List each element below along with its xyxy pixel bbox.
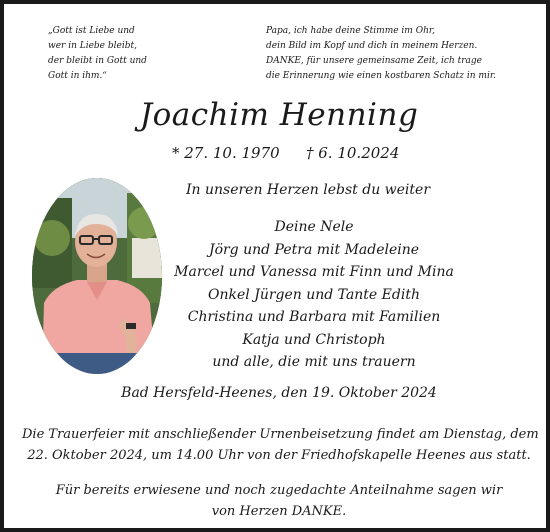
quote-left-line: der bleibt in Gott und xyxy=(48,56,147,66)
service-line: Die Trauerfeier mit anschließender Urnenbeisetzung findet am Dienstag, dem xyxy=(22,427,539,442)
thanks-line: von Herzen DANKE. xyxy=(211,504,347,519)
quote-right-line: DANKE, für unsere gemeinsame Zeit, ich trage xyxy=(266,56,482,66)
funeral-service-notice xyxy=(22,424,539,466)
quote-right-line: die Erinnerung wie einen kostbaren Schatz in mir. xyxy=(266,71,496,81)
place-date: Bad Hersfeld-Heenes, den 19. Oktober 2024 xyxy=(121,385,437,401)
quote-left-line: „Gott ist Liebe und xyxy=(48,26,135,36)
quote-right-line: Papa, ich habe deine Stimme im Ohr, xyxy=(266,26,436,36)
family-member: Christina und Barbara mit Familien xyxy=(187,309,441,325)
quote-right xyxy=(266,24,526,84)
family-member: Jörg und Petra mit Madeleine xyxy=(208,241,420,258)
thanks-line: Für bereits erwiesene und noch zugedachte Anteilnahme sagen wir xyxy=(55,483,503,498)
portrait-photo xyxy=(32,178,162,374)
family-member: Onkel Jürgen und Tante Edith xyxy=(208,286,420,303)
service-line: 22. Oktober 2024, um 14.00 Uhr von der Friedhofskapelle Heenes aus statt. xyxy=(27,448,531,463)
death-date: † 6. 10.2024 xyxy=(306,144,400,162)
family-member: Marcel und Vanessa mit Finn und Mina xyxy=(174,264,454,280)
family-member: Deine Nele xyxy=(274,219,354,235)
family-member: und alle, die mit uns trauern xyxy=(212,354,416,370)
quote-left-line: wer in Liebe bleibt, xyxy=(48,41,137,51)
quote-left xyxy=(48,24,218,84)
birth-date: * 27. 10. 1970 xyxy=(172,144,280,162)
motto: In unseren Herzen lebst du weiter xyxy=(185,182,431,198)
deceased-name: Joachim Henning xyxy=(139,97,419,133)
thanks-note xyxy=(34,480,524,522)
quote-left-line: Gott in ihm.“ xyxy=(48,71,107,81)
family-member: Katja und Christoph xyxy=(242,331,386,348)
quote-right-line: dein Bild im Kopf und dich in meinem Herzen. xyxy=(266,41,478,51)
family-list xyxy=(164,216,464,374)
